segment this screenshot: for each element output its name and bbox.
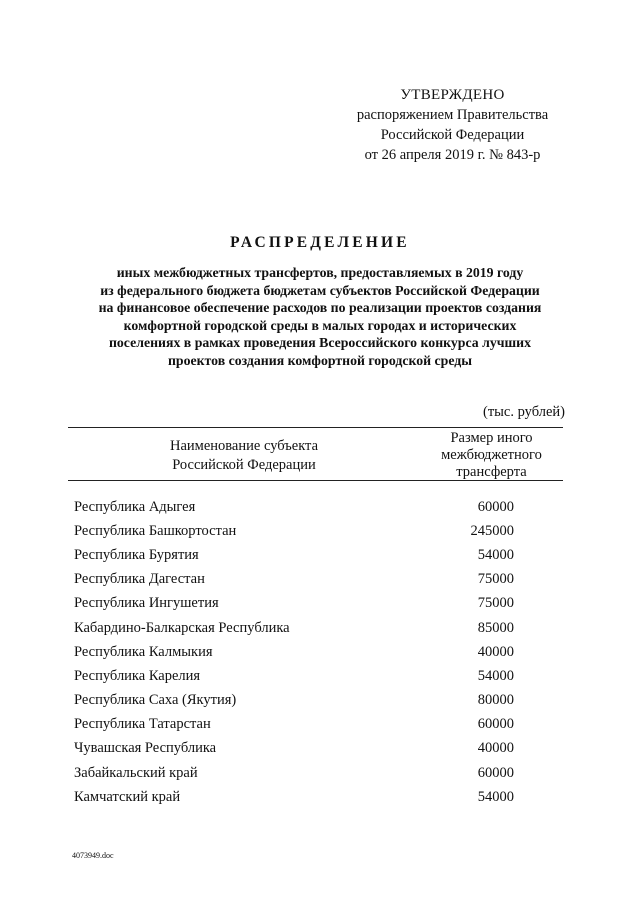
region-name: Кабардино-Балкарская Республика: [74, 619, 290, 636]
table-body: [74, 495, 534, 809]
subtitle-line: иных межбюджетных трансфертов, предоставляемых в 2019 году: [116, 265, 524, 280]
transfer-amount: 60000: [477, 716, 514, 733]
header-name-line: Наименование субъекта: [169, 438, 319, 454]
table-row: [74, 616, 534, 640]
transfer-amount: 75000: [477, 595, 514, 612]
document-title: РАСПРЕДЕЛЕНИЕ: [230, 234, 410, 251]
region-name: Республика Адыгея: [74, 498, 196, 515]
table-row: [74, 519, 534, 543]
subtitle-line: проектов создания комфортной городской среды: [167, 352, 473, 368]
header-value-line: трансферта: [456, 464, 527, 480]
region-name: Республика Башкортостан: [74, 522, 237, 539]
region-name: Республика Карелия: [74, 667, 201, 684]
table-row: [74, 640, 534, 664]
header-name-line: Российской Федерации: [172, 457, 316, 473]
region-name: Республика Калмыкия: [74, 643, 213, 660]
transfer-amount: 80000: [477, 692, 514, 709]
header-value-line: Размер иного: [450, 430, 533, 446]
region-name: Чувашская Республика: [74, 740, 217, 757]
region-name: Республика Бурятия: [74, 546, 199, 563]
table-row: [74, 664, 534, 688]
header-value-line: межбюджетного: [441, 447, 542, 463]
approval-block: [330, 85, 575, 165]
transfer-amount: 54000: [477, 546, 514, 563]
header-name-column: [68, 437, 420, 475]
subtitle-line: на финансовое обеспечение расходов по реализации проектов создания: [98, 300, 542, 315]
table-row: [74, 761, 534, 785]
region-name: Республика Дагестан: [74, 571, 205, 588]
region-name: Республика Саха (Якутия): [74, 692, 237, 709]
table-row: [74, 713, 534, 737]
transfer-amount: 54000: [477, 667, 514, 684]
transfer-amount: 54000: [477, 788, 514, 805]
document-file-id: 4073949.doc: [72, 851, 114, 860]
approval-line-1: распоряжением Правительства: [356, 107, 549, 123]
table-row: [74, 592, 534, 616]
document-title-block: [60, 234, 580, 369]
region-name: Камчатский край: [74, 788, 181, 805]
subtitle-line: комфортной городской среды в малых городах и исторических: [123, 317, 517, 333]
table-row: [74, 543, 534, 567]
transfer-amount: 40000: [477, 740, 514, 757]
table-row: [74, 689, 534, 713]
approval-line-2: Российской Федерации: [380, 127, 525, 143]
transfer-amount: 75000: [477, 571, 514, 588]
table-row: [74, 568, 534, 592]
transfer-amount: 60000: [477, 498, 514, 515]
transfer-amount: 40000: [477, 643, 514, 660]
region-name: Забайкальский край: [74, 764, 198, 781]
transfer-amount: 85000: [477, 619, 514, 636]
table-row: [74, 785, 534, 809]
table-row: [74, 495, 534, 519]
approval-line-3: от 26 апреля 2019 г. № 843-р: [364, 147, 541, 163]
transfer-amount: 245000: [470, 522, 514, 539]
region-name: Республика Татарстан: [74, 716, 211, 733]
approval-heading: УТВЕРЖДЕНО: [400, 87, 505, 103]
table-header: [68, 427, 563, 481]
transfer-amount: 60000: [477, 764, 514, 781]
table-row: [74, 737, 534, 761]
subtitle-line: из федерального бюджета бюджетам субъектов Российской Федерации: [100, 282, 540, 298]
subtitle-line: поселениях в рамках проведения Всероссийского конкурса лучших: [108, 335, 532, 350]
header-value-column: [420, 430, 563, 481]
region-name: Республика Ингушетия: [74, 595, 219, 612]
document-subtitle: [60, 264, 580, 369]
units-label: (тыс. рублей): [483, 404, 565, 420]
